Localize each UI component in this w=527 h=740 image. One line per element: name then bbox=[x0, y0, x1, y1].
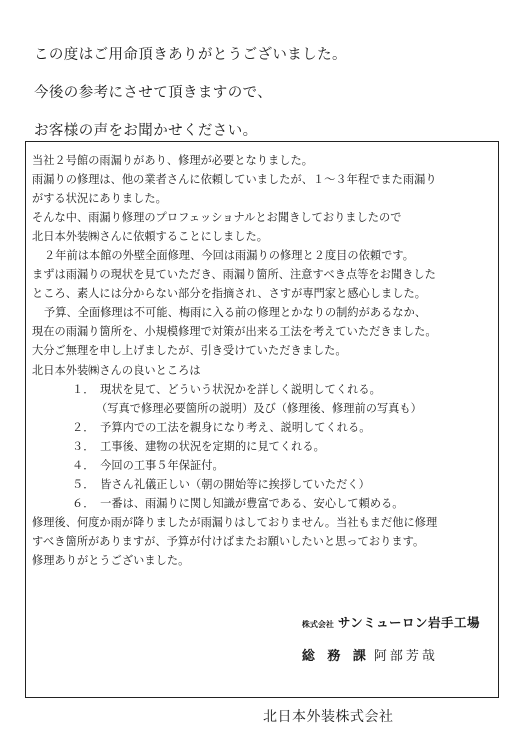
body-line: 修理ありがとうございました。 bbox=[32, 553, 190, 567]
intro-line-3: お客様の声をお聞かせください。 bbox=[34, 123, 258, 139]
list-item: ４． 今回の工事５年保証付。 bbox=[72, 458, 224, 472]
body-line: ２年前は本館の外壁全面修理、今回は雨漏りの修理と２度目の依頼です。 bbox=[44, 249, 414, 263]
intro-text bbox=[34, 36, 347, 150]
body-line: ところ、素人には分からない部分を指摘され、さすが専門家と感心しました。 bbox=[32, 287, 426, 301]
intro-line-1: この度はご用命頂きありがとうございました。 bbox=[34, 47, 347, 63]
company-name: サンミューロン岩手工場 bbox=[337, 615, 480, 630]
department-name: 総 務 課 bbox=[301, 649, 370, 664]
footer-company-name: 北日本外装株式会社 bbox=[263, 709, 394, 725]
body-line: 北日本外装㈱さんの良いところは bbox=[32, 363, 201, 377]
signature-company bbox=[302, 612, 480, 631]
person-name: 阿部芳哉 bbox=[373, 649, 438, 664]
list-item: １． 現状を見て、どういう状況かを詳しく説明してくれる。 bbox=[72, 382, 381, 396]
body-line: 予算、全面修理は不可能、梅雨に入る前の修理とかなりの制約があるなか、 bbox=[44, 306, 427, 320]
signature-block bbox=[302, 612, 480, 664]
list-item-note: （写真で修理必要箇所の説明）及び（修理後、修理前の写真も） bbox=[96, 401, 422, 415]
body-line: すべき箇所がありますが、予算が付けばまたお願いしたいと思っております。 bbox=[32, 534, 425, 548]
customer-voice-body bbox=[32, 151, 496, 570]
list-item: ６． 一番は、雨漏りに関し知識が豊富である、安心して頼める。 bbox=[72, 496, 404, 510]
list-item: ５． 皆さん礼儀正しい（朝の開始等に挨拶していただく） bbox=[72, 477, 370, 491]
body-line: 現在の雨漏り箇所を、小規模修理で対策が出来る工法を考えていただきました。 bbox=[32, 325, 437, 339]
list-item: ２． 予算内での工法を親身になり考え、説明してくれる。 bbox=[72, 420, 371, 434]
company-prefix: 株式会社 bbox=[301, 620, 334, 629]
body-line: 北日本外装㈱さんに依頼することにしました。 bbox=[32, 230, 268, 244]
body-line: 当社２号館の雨漏りがあり、修理が必要となりました。 bbox=[32, 154, 313, 167]
body-line: 雨漏りの修理は、他の業者さんに依頼していましたが、１～３年程でまた雨漏り bbox=[32, 173, 437, 187]
customer-voice-box bbox=[25, 141, 499, 698]
intro-line-2: 今後の参考にさせて頂きますので、 bbox=[34, 85, 273, 101]
body-line: そんな中、雨漏り修理のプロフェッショナルとお聞きしておりましたので bbox=[32, 211, 402, 225]
body-line: 修理後、何度か雨が降りましたが雨漏りはしておりません。当社もまだ他に修理 bbox=[32, 515, 438, 529]
body-line: まずは雨漏りの現状を見ていただき、雨漏り箇所、注意すべき点等をお聞きした bbox=[32, 268, 436, 282]
body-line: 大分ご無理を申し上げましたが、引き受けていただきました。 bbox=[32, 344, 347, 358]
signature-person bbox=[302, 645, 480, 664]
list-item: ３． 工事後、建物の状況を定期的に見てくれる。 bbox=[72, 439, 325, 453]
body-line: がする状況にありました。 bbox=[32, 192, 167, 206]
